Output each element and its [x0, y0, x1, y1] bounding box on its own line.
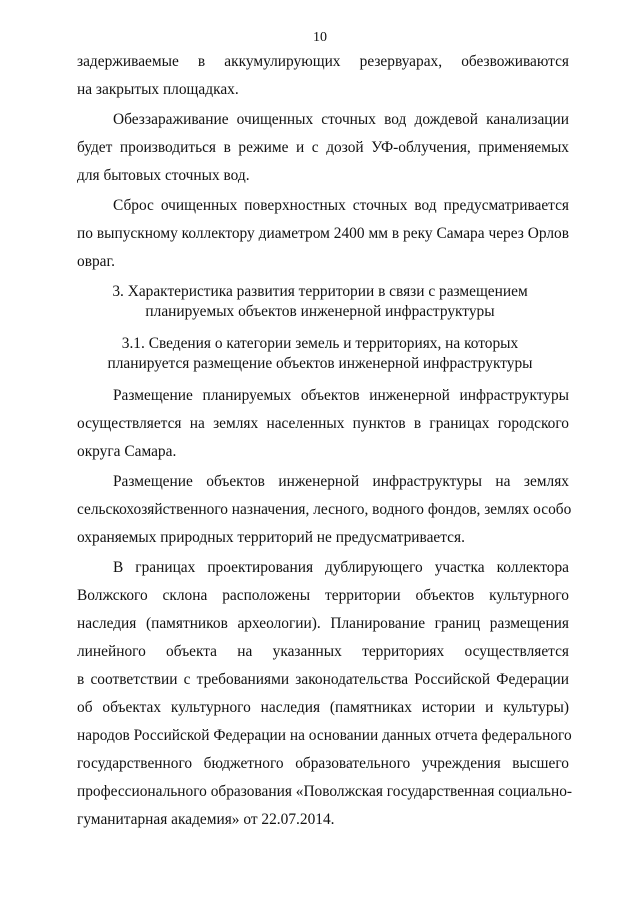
- subsection-heading: 3.1. Сведения о категории земель и территориях, на которых: [121, 335, 519, 352]
- paragraph-line: наследия (памятников археологии). Планирование границ размещения: [77, 615, 569, 632]
- paragraph-line: задерживаемые в аккумулирующих резервуарах, обезвоживаются: [77, 53, 569, 70]
- paragraph-line: Обеззараживание очищенных сточных вод дождевой канализации: [113, 111, 569, 128]
- page-number: 10: [313, 30, 327, 45]
- paragraph-line: сельскохозяйственного назначения, лесного, водного фондов, землях особо: [77, 501, 572, 518]
- paragraph-line: об объектах культурного наследия (памятниках истории и культуры): [77, 699, 569, 716]
- paragraph-line: профессионального образования «Поволжская государственная социально-: [77, 783, 573, 800]
- paragraph-line: осуществляется на землях населенных пунктов в границах городского: [77, 415, 569, 432]
- paragraph-line: народов Российской Федерации на основании данных отчета федерального: [77, 727, 572, 744]
- paragraph-line: Размещение объектов инженерной инфраструктуры на землях: [113, 473, 569, 490]
- paragraph-line: Размещение планируемых объектов инженерной инфраструктуры: [113, 387, 569, 404]
- paragraph-line: государственного бюджетного образовательного учреждения высшего: [77, 755, 569, 772]
- paragraph-line: охраняемых природных территорий не предусматривается.: [77, 529, 465, 546]
- paragraph-line: В границах проектирования дублирующего участка коллектора: [113, 559, 569, 576]
- section-heading: 3. Характеристика развития территории в связи с размещением: [112, 283, 528, 300]
- paragraph-line: по выпускному коллектору диаметром 2400 мм в реку Самара через Орлов: [77, 225, 569, 242]
- paragraph-line: будет производиться в режиме и с дозой УФ-облучения, применяемых: [77, 139, 569, 156]
- paragraph-line: Волжского склона расположены территории объектов культурного: [77, 587, 569, 604]
- paragraph-line: гуманитарная академия» от 22.07.2014.: [77, 811, 335, 828]
- paragraph-line: округа Самара.: [77, 443, 177, 460]
- paragraph-line: для бытовых сточных вод.: [77, 167, 250, 184]
- paragraph-line: линейного объекта на указанных территориях осуществляется: [77, 643, 569, 660]
- section-heading: планируемых объектов инженерной инфраструктуры: [145, 303, 495, 320]
- paragraph-line: овраг.: [77, 253, 115, 270]
- subsection-heading: планируется размещение объектов инженерной инфраструктуры: [107, 355, 533, 372]
- paragraph-line: на закрытых площадках.: [77, 81, 239, 98]
- paragraph-line: в соответствии с требованиями законодательства Российской Федерации: [77, 671, 569, 688]
- paragraph-line: Сброс очищенных поверхностных сточных вод предусматривается: [113, 197, 569, 214]
